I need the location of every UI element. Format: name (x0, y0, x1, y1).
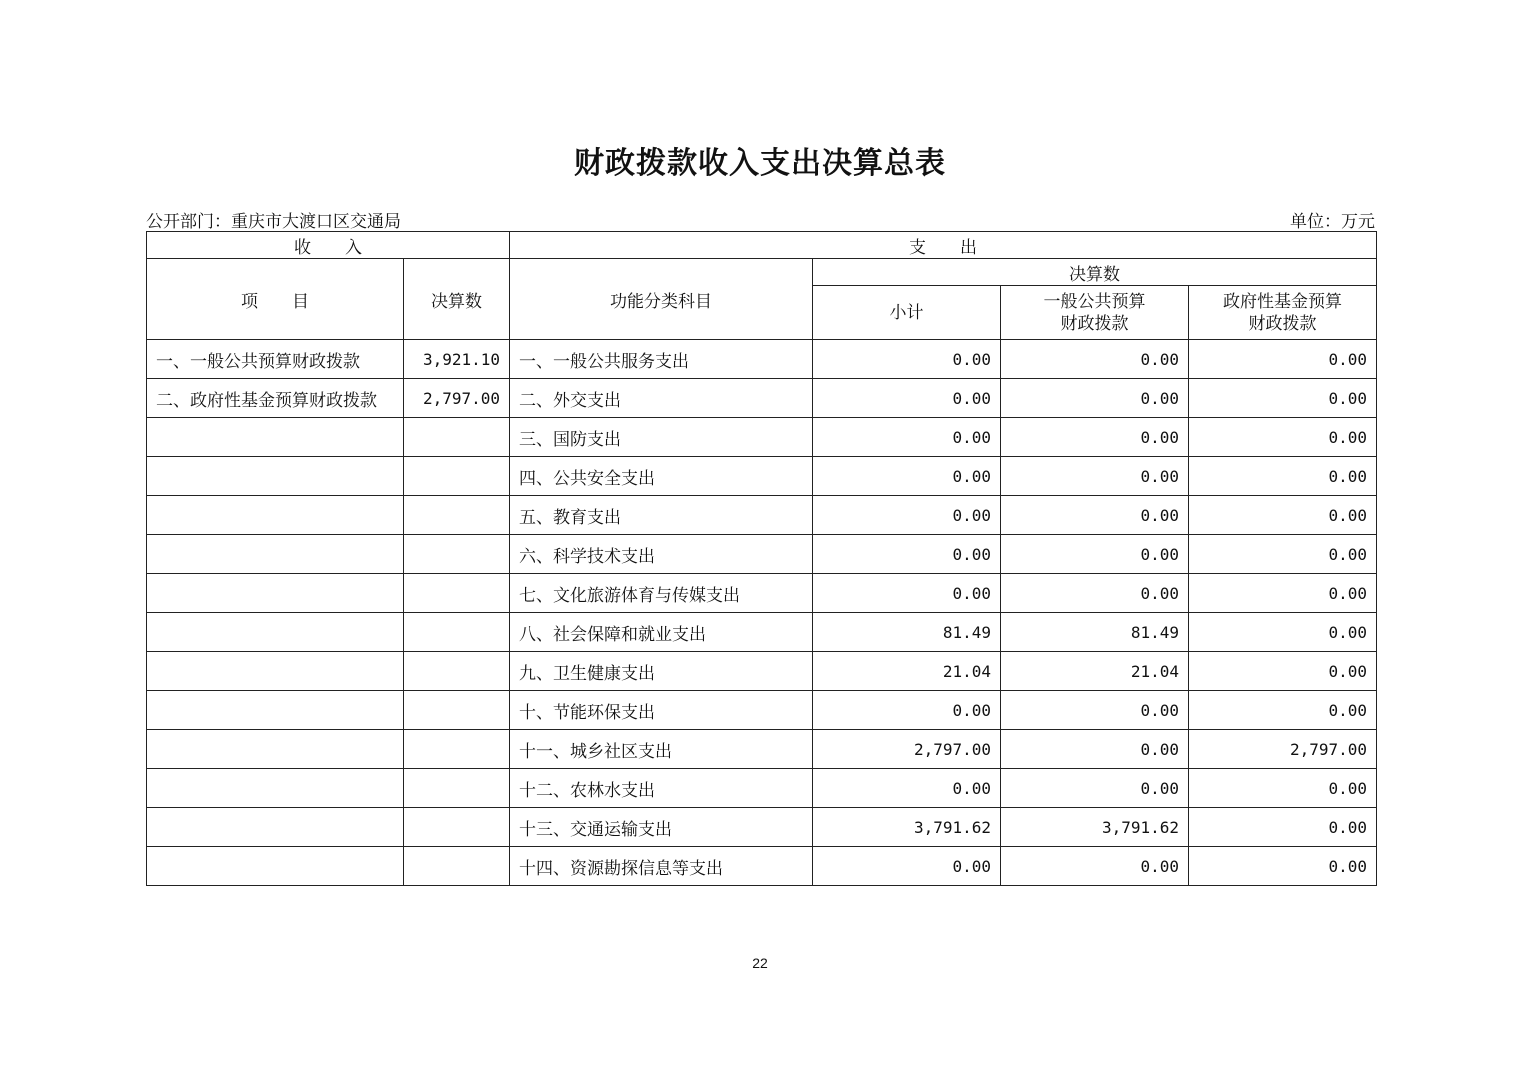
gov-fund-cell: 0.00 (1189, 847, 1377, 886)
gov-fund-header (1189, 286, 1377, 340)
gov-fund-header-line1: 政府性基金预算 (1223, 291, 1342, 312)
category-cell: 九、卫生健康支出 (510, 652, 813, 691)
general-budget-cell: 0.00 (1001, 496, 1189, 535)
income-header: 收 入 (147, 232, 510, 259)
gov-fund-cell: 0.00 (1189, 574, 1377, 613)
table-row (147, 535, 1377, 574)
income-amount-cell: 2,797.00 (404, 379, 510, 418)
category-cell: 二、外交支出 (510, 379, 813, 418)
category-cell: 十一、城乡社区支出 (510, 730, 813, 769)
general-budget-cell: 21.04 (1001, 652, 1189, 691)
income-amount-cell: 3,921.10 (404, 340, 510, 379)
category-cell: 四、公共安全支出 (510, 457, 813, 496)
income-item-cell (147, 652, 404, 691)
subtotal-cell: 0.00 (813, 496, 1001, 535)
general-budget-cell: 0.00 (1001, 730, 1189, 769)
income-amount-header: 决算数 (404, 259, 510, 340)
final-amount-header: 决算数 (813, 259, 1377, 286)
income-item-cell (147, 457, 404, 496)
item-header: 项 目 (147, 259, 404, 340)
table-row (147, 574, 1377, 613)
gov-fund-cell: 0.00 (1189, 613, 1377, 652)
gov-fund-cell: 0.00 (1189, 457, 1377, 496)
category-cell: 七、文化旅游体育与传媒支出 (510, 574, 813, 613)
category-cell: 十二、农林水支出 (510, 769, 813, 808)
income-amount-cell (404, 457, 510, 496)
income-amount-cell (404, 574, 510, 613)
income-item-cell (147, 613, 404, 652)
page-title: 财政拨款收入支出决算总表 (574, 146, 946, 181)
subtotal-cell: 21.04 (813, 652, 1001, 691)
gov-fund-cell: 0.00 (1189, 652, 1377, 691)
income-item-cell: 二、政府性基金预算财政拨款 (147, 379, 404, 418)
gov-fund-cell: 0.00 (1189, 769, 1377, 808)
table-row (147, 496, 1377, 535)
table-row (147, 379, 1377, 418)
subtotal-cell: 2,797.00 (813, 730, 1001, 769)
subtotal-cell: 0.00 (813, 691, 1001, 730)
category-cell: 五、教育支出 (510, 496, 813, 535)
table-row (147, 340, 1377, 379)
table-row (147, 769, 1377, 808)
subtotal-cell: 0.00 (813, 379, 1001, 418)
general-budget-cell: 0.00 (1001, 418, 1189, 457)
category-cell: 十四、资源勘探信息等支出 (510, 847, 813, 886)
general-budget-cell: 0.00 (1001, 769, 1189, 808)
income-amount-cell (404, 847, 510, 886)
income-amount-cell (404, 730, 510, 769)
income-amount-cell (404, 418, 510, 457)
general-budget-header-line2: 财政拨款 (1060, 313, 1129, 334)
table-row (147, 808, 1377, 847)
subtotal-cell: 0.00 (813, 769, 1001, 808)
expense-header: 支 出 (510, 232, 1377, 259)
general-budget-cell: 3,791.62 (1001, 808, 1189, 847)
subtotal-cell: 0.00 (813, 535, 1001, 574)
general-budget-cell: 0.00 (1001, 379, 1189, 418)
general-budget-header-line1: 一般公共预算 (1043, 291, 1146, 312)
category-cell: 十三、交通运输支出 (510, 808, 813, 847)
gov-fund-cell: 0.00 (1189, 379, 1377, 418)
gov-fund-cell: 0.00 (1189, 496, 1377, 535)
general-budget-cell: 81.49 (1001, 613, 1189, 652)
table-row (147, 691, 1377, 730)
income-amount-cell (404, 652, 510, 691)
income-item-cell (147, 496, 404, 535)
gov-fund-cell: 0.00 (1189, 808, 1377, 847)
page-number: 22 (752, 955, 768, 971)
gov-fund-cell: 0.00 (1189, 340, 1377, 379)
unit-label: 单位：万元 (1290, 212, 1375, 232)
category-cell: 六、科学技术支出 (510, 535, 813, 574)
income-item-cell: 一、一般公共预算财政拨款 (147, 340, 404, 379)
income-item-cell (147, 535, 404, 574)
table-row (147, 457, 1377, 496)
subtotal-cell: 81.49 (813, 613, 1001, 652)
table-row (147, 418, 1377, 457)
income-amount-cell (404, 613, 510, 652)
income-item-cell (147, 808, 404, 847)
general-budget-cell: 0.00 (1001, 847, 1189, 886)
category-cell: 一、一般公共服务支出 (510, 340, 813, 379)
subtotal-cell: 3,791.62 (813, 808, 1001, 847)
general-budget-header (1001, 286, 1189, 340)
income-item-cell (147, 730, 404, 769)
subtotal-cell: 0.00 (813, 574, 1001, 613)
gov-fund-cell: 0.00 (1189, 418, 1377, 457)
general-budget-cell: 0.00 (1001, 535, 1189, 574)
category-cell: 三、国防支出 (510, 418, 813, 457)
income-item-cell (147, 418, 404, 457)
subtotal-header: 小计 (813, 286, 1001, 340)
fiscal-summary-table (146, 231, 1377, 886)
income-item-cell (147, 691, 404, 730)
subtotal-cell: 0.00 (813, 847, 1001, 886)
income-amount-cell (404, 769, 510, 808)
subtotal-cell: 0.00 (813, 418, 1001, 457)
table-row (147, 847, 1377, 886)
income-item-cell (147, 847, 404, 886)
category-cell: 八、社会保障和就业支出 (510, 613, 813, 652)
table-row (147, 652, 1377, 691)
income-item-cell (147, 574, 404, 613)
general-budget-cell: 0.00 (1001, 457, 1189, 496)
table-row (147, 730, 1377, 769)
general-budget-cell: 0.00 (1001, 691, 1189, 730)
table-row (147, 613, 1377, 652)
general-budget-cell: 0.00 (1001, 574, 1189, 613)
category-cell: 十、节能环保支出 (510, 691, 813, 730)
income-amount-cell (404, 808, 510, 847)
income-amount-cell (404, 496, 510, 535)
func-category-header: 功能分类科目 (510, 259, 813, 340)
subtotal-cell: 0.00 (813, 457, 1001, 496)
gov-fund-cell: 0.00 (1189, 535, 1377, 574)
income-amount-cell (404, 691, 510, 730)
gov-fund-cell: 0.00 (1189, 691, 1377, 730)
department-label: 公开部门：重庆市大渡口区交通局 (146, 212, 401, 232)
subtotal-cell: 0.00 (813, 340, 1001, 379)
gov-fund-cell: 2,797.00 (1189, 730, 1377, 769)
gov-fund-header-line2: 财政拨款 (1248, 313, 1317, 334)
income-amount-cell (404, 535, 510, 574)
income-item-cell (147, 769, 404, 808)
general-budget-cell: 0.00 (1001, 340, 1189, 379)
